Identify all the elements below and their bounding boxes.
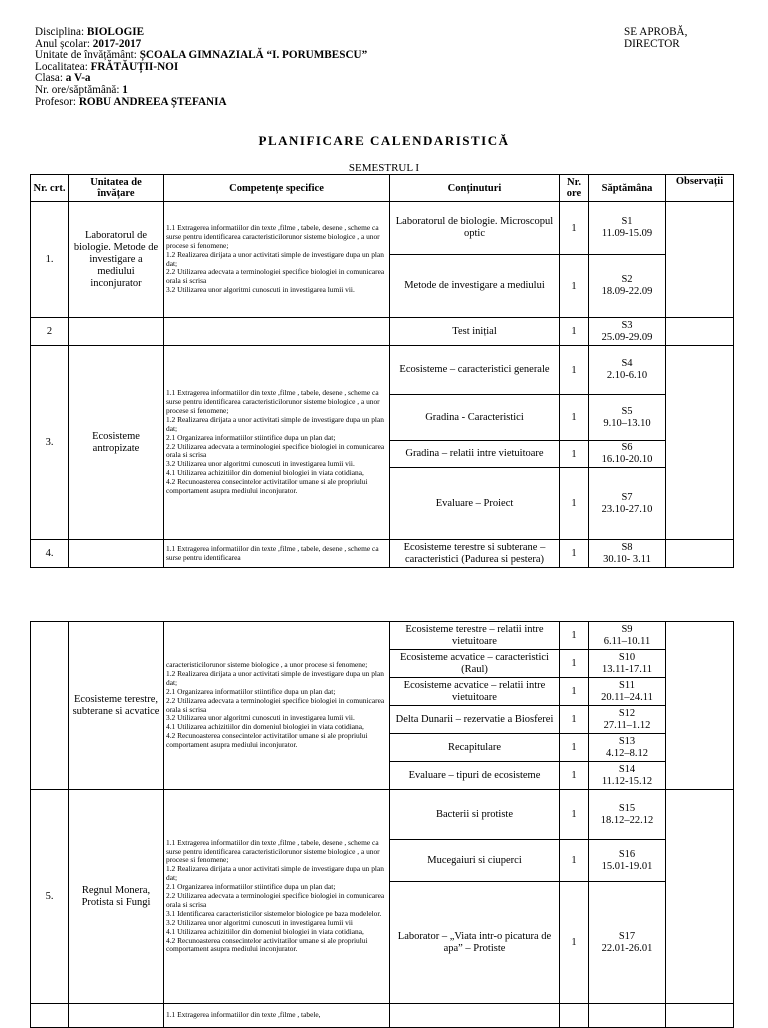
competences-cell	[164, 346, 390, 540]
week-dates: 11.09-15.09	[601, 228, 653, 239]
table-row	[31, 540, 734, 568]
hours-cell: 1	[560, 468, 589, 540]
week-dates: 22.01-26.01	[601, 942, 653, 954]
content-cell: Bacterii si protiste	[390, 790, 560, 840]
competence-item: 1.1 Extragerea informatiilor din texte ,filme , tabele, desene , scheme ca surse pentru identificarea caracteristicilorunor sisteme biologice , a unor procese si fenomene;	[166, 222, 380, 250]
observations-cell	[666, 790, 734, 1004]
week-dates: 2.10-6.10	[606, 370, 648, 381]
hours-cell: 1	[560, 202, 589, 255]
content-cell: Laboratorul de biologie. Microscopul optic	[390, 202, 560, 255]
week-label: S10	[618, 651, 636, 663]
content-cell: Gradina - Caracteristici	[390, 395, 560, 441]
header-class: Clasa: a V-a	[35, 72, 91, 85]
header-school: Unitate de învățământ: ȘCOALA GIMNAZIALĂ “I. PORUMBESCU”	[35, 49, 368, 62]
approval-block	[624, 27, 687, 50]
week-cell	[589, 706, 666, 734]
learning-unit	[69, 540, 164, 568]
competence-item: 4.1 Utilizarea achizitiilor din domeniul biologiei in viata cotidiana,	[166, 468, 364, 478]
header-info	[35, 27, 367, 108]
observations-cell	[666, 540, 734, 568]
week-label: S3	[621, 319, 633, 331]
competence-item: 2.2 Utilizarea adecvata a terminologiei specifice biologiei in comunicarea orala si scrisa	[166, 441, 385, 460]
content-cell: Ecosisteme terestre si subterane – caracteristici (Padurea si pestera)	[390, 540, 560, 568]
competence-item: 1.1 Extragerea informatiilor din texte ,filme , tabele,	[166, 1010, 321, 1020]
table-row	[31, 622, 734, 650]
competences-cell	[164, 622, 390, 790]
competence-item: 1.2 Realizarea dirijata a unor activitati simple de investigare dupa un plan dat;	[166, 414, 384, 433]
week-label: S16	[618, 848, 636, 860]
week-cell	[589, 468, 666, 540]
document-title: PLANIFICARE CALENDARISTICĂ	[258, 133, 510, 148]
week-dates: 30.10- 3.11	[603, 553, 651, 565]
content-cell: Delta Dunarii – rezervatie a Biosferei	[390, 706, 560, 734]
week-cell	[589, 882, 666, 1004]
header-hours: Nr. ore/săptămână: 1	[35, 83, 128, 96]
table-row	[31, 790, 734, 840]
col-header-competences: Competențe specifice	[164, 175, 390, 202]
week-cell	[589, 762, 666, 790]
hours-cell: 1	[560, 650, 589, 678]
observations-cell	[666, 622, 734, 790]
competence-item: 1.1 Extragerea informatiilor din texte ,filme , tabele, desene , scheme ca surse pentru identificarea caracteristicilorunor sisteme biologice , a unor procese si fenomene;	[166, 837, 380, 865]
learning-unit	[69, 318, 164, 346]
table-row	[31, 346, 734, 395]
hours-cell: 1	[560, 734, 589, 762]
week-label: S1	[621, 216, 633, 227]
header-school-year: Anul școlar: 2017-2017	[35, 37, 142, 50]
competence-item: 2.2 Utilizarea adecvata a terminologiei specifice biologiei in comunicarea orala si scrisa	[166, 267, 385, 286]
week-label: S14	[618, 763, 636, 775]
week-label: S17	[618, 930, 636, 942]
competence-item: 3.2 Utilizarea unor algoritmi cunoscuti in investigarea lumii vii	[166, 917, 353, 927]
row-number	[31, 622, 69, 790]
learning-unit: Laboratorul de biologie. Metode de investigare a mediului inconjurator	[69, 202, 164, 318]
week-dates: 13.11-17.11	[602, 663, 652, 675]
competence-item: 2.2 Utilizarea adecvata a terminologiei specifice biologiei in comunicarea orala si scrisa	[166, 891, 385, 909]
competence-item: 1.2 Realizarea dirijata a unor activitati simple de investigare dupa un plan dat;	[166, 864, 384, 883]
week-label: S15	[618, 802, 636, 814]
week-cell	[589, 395, 666, 441]
week-cell	[589, 255, 666, 318]
competences-cell	[164, 540, 390, 568]
competences-cell	[164, 202, 390, 318]
content-cell: Ecosisteme acvatice – caracteristici (Raul)	[390, 650, 560, 678]
header-teacher: Profesor: ROBU ANDREEA ȘTEFANIA	[35, 95, 227, 108]
col-header-observations: Observații	[666, 175, 734, 202]
row-number: 3.	[31, 346, 69, 540]
observations-cell	[666, 202, 734, 318]
week-cell	[589, 790, 666, 840]
week-label: S9	[621, 623, 633, 635]
competence-item: 2.1 Organizarea informatiilor stiintifice dupa un plan dat;	[166, 432, 336, 442]
row-number: 1.	[31, 202, 69, 318]
semester-label: SEMESTRUL I	[348, 162, 420, 174]
competence-item: 4.1 Utilizarea achizitiilor din domeniul biologiei in viata cotidiana,	[166, 926, 364, 936]
table-row	[31, 202, 734, 255]
content-cell: Ecosisteme – caracteristici generale	[390, 346, 560, 395]
week-dates: 25.09-29.09	[601, 331, 653, 343]
row-number: 4.	[31, 540, 69, 568]
competence-item: 1.2 Realizarea dirijata a unor activitati simple de investigare dupa un plan dat;	[166, 668, 384, 687]
row-number: 5.	[31, 790, 69, 1004]
week-dates: 4.12–8.12	[606, 747, 648, 759]
hours-cell: 1	[560, 395, 589, 441]
content-cell: Evaluare – Proiect	[390, 468, 560, 540]
competence-item: 1.2 Realizarea dirijata a unor activitati simple de investigare dupa un plan dat;	[166, 249, 384, 268]
week-dates: 23.10-27.10	[601, 503, 653, 515]
competence-item: 4.2 Recunoasterea consecintelor activitatilor umane si ale propriului comportament asupra mediului inconjurator.	[166, 935, 368, 954]
competence-item: 3.2 Utilizarea unor algoritmi cunoscuti in investigarea lumii vii.	[166, 713, 355, 723]
content-cell: Recapitulare	[390, 734, 560, 762]
hours-cell: 1	[560, 882, 589, 1004]
week-label: S6	[621, 442, 633, 453]
content-cell: Ecosisteme acvatice – relatii intre vietuitoare	[390, 678, 560, 706]
col-header-hours: Nr. ore	[560, 175, 589, 202]
header-discipline: Disciplina: BIOLOGIE	[35, 26, 145, 38]
week-dates: 18.09-22.09	[601, 286, 653, 297]
hours-cell: 1	[560, 840, 589, 882]
competence-item: caracteristicilorunor sisteme biologice , a unor procese si fenomene;	[166, 659, 368, 669]
hours-cell: 1	[560, 790, 589, 840]
observations-cell	[666, 346, 734, 540]
week-cell	[589, 441, 666, 468]
competences-cell	[164, 790, 390, 1004]
week-label: S11	[619, 679, 635, 691]
week-cell	[589, 540, 666, 568]
week-label: S2	[621, 274, 633, 285]
table-row	[31, 318, 734, 346]
week-dates: 18.12–22.12	[600, 814, 654, 826]
hours-cell: 1	[560, 622, 589, 650]
plan-table-part-1	[30, 174, 734, 568]
learning-unit: Ecosisteme antropizate	[69, 346, 164, 540]
week-cell	[589, 734, 666, 762]
hours-cell: 1	[560, 255, 589, 318]
week-dates: 11.12-15.12	[601, 775, 653, 787]
content-cell: Ecosisteme terestre – relatii intre vietuitoare	[390, 622, 560, 650]
competence-item: 3.2 Utilizarea unor algoritmi cunoscuti in investigarea lumii vii.	[166, 285, 355, 295]
col-header-nr: Nr. crt.	[31, 175, 69, 202]
approval-director: DIRECTOR	[624, 37, 680, 50]
week-cell	[589, 202, 666, 255]
header-locality: Localitatea: FRĂTĂUȚII-NOI	[35, 60, 179, 73]
hours-cell: 1	[560, 678, 589, 706]
week-cell	[589, 650, 666, 678]
hours-cell: 1	[560, 441, 589, 468]
week-cell	[589, 678, 666, 706]
hours-cell: 1	[560, 346, 589, 395]
col-header-unit: Unitatea de învățare	[69, 175, 164, 202]
week-dates: 9.10–13.10	[603, 417, 651, 429]
competence-item: 4.2 Recunoasterea consecintelor activitatilor umane si ale propriului comportament asupra mediului inconjurator.	[166, 731, 368, 750]
competence-item: 2.1 Organizarea informatiilor stiintifice dupa un plan dat;	[166, 686, 336, 696]
competence-item: 1.1 Extragerea informatiilor din texte ,filme , tabele, desene , scheme ca surse pentru identificarea caracteristicilorunor sisteme biologice , a unor procese si fenomene;	[166, 388, 380, 415]
content-cell: Evaluare – tipuri de ecosisteme	[390, 762, 560, 790]
content-cell: Test inițial	[390, 318, 560, 346]
hours-cell: 1	[560, 540, 589, 568]
content-cell: Metode de investigare a mediului	[390, 255, 560, 318]
competence-item: 3.1 Identificarea caracteristicilor sistemelor biologice pe baza modelelor.	[166, 908, 382, 918]
content-cell: Laborator – „Viata intr-o picatura de apa” – Protiste	[390, 882, 560, 1004]
hours-cell: 1	[560, 706, 589, 734]
table-header-row	[31, 175, 734, 202]
row-number: 2	[31, 318, 69, 346]
observations-cell	[666, 318, 734, 346]
week-cell	[589, 346, 666, 395]
week-label: S8	[621, 541, 633, 553]
hours-cell: 1	[560, 762, 589, 790]
competences-cell	[164, 318, 390, 346]
plan-table-part-2	[30, 621, 734, 1028]
content-cell: Gradina – relatii intre vietuitoare	[390, 441, 560, 468]
week-label: S5	[621, 405, 633, 417]
competence-item: 2.1 Organizarea informatiilor stiintifice dupa un plan dat;	[166, 882, 336, 892]
competence-item: 4.1 Utilizarea achizitiilor din domeniul biologiei in viata cotidiana,	[166, 722, 364, 732]
competence-item: 4.2 Recunoasterea consecintelor activitatilor umane si ale propriului comportament asupra mediului inconjurator.	[166, 477, 368, 496]
competence-item: 2.2 Utilizarea adecvata a terminologiei specifice biologiei in comunicarea orala si scrisa	[166, 695, 385, 714]
week-cell	[589, 622, 666, 650]
week-cell	[589, 840, 666, 882]
approval-line: SE APROBĂ,	[624, 26, 688, 38]
content-cell: Mucegaiuri si ciuperci	[390, 840, 560, 882]
competence-item: 3.2 Utilizarea unor algoritmi cunoscuti in investigarea lumii vii.	[166, 459, 355, 469]
col-header-week: Săptămâna	[589, 175, 666, 202]
week-label: S7	[621, 491, 633, 503]
week-label: S4	[621, 358, 633, 369]
competence-item: 1.1 Extragerea informatiilor din texte ,filme , tabele, desene , scheme ca surse pentru identificarea	[166, 543, 379, 562]
week-dates: 27.11–1.12	[603, 719, 651, 731]
learning-unit: Ecosisteme terestre, subterane si acvatice	[69, 622, 164, 790]
week-dates: 16.10-20.10	[601, 454, 653, 465]
week-dates: 6.11–10.11	[603, 635, 651, 647]
col-header-contents: Conținuturi	[390, 175, 560, 202]
week-dates: 20.11–24.11	[601, 691, 653, 703]
week-label: S13	[618, 735, 636, 747]
week-label: S12	[618, 707, 636, 719]
week-cell	[589, 318, 666, 346]
learning-unit: Regnul Monera, Protista si Fungi	[69, 790, 164, 1004]
week-dates: 15.01-19.01	[601, 860, 653, 872]
hours-cell: 1	[560, 318, 589, 346]
